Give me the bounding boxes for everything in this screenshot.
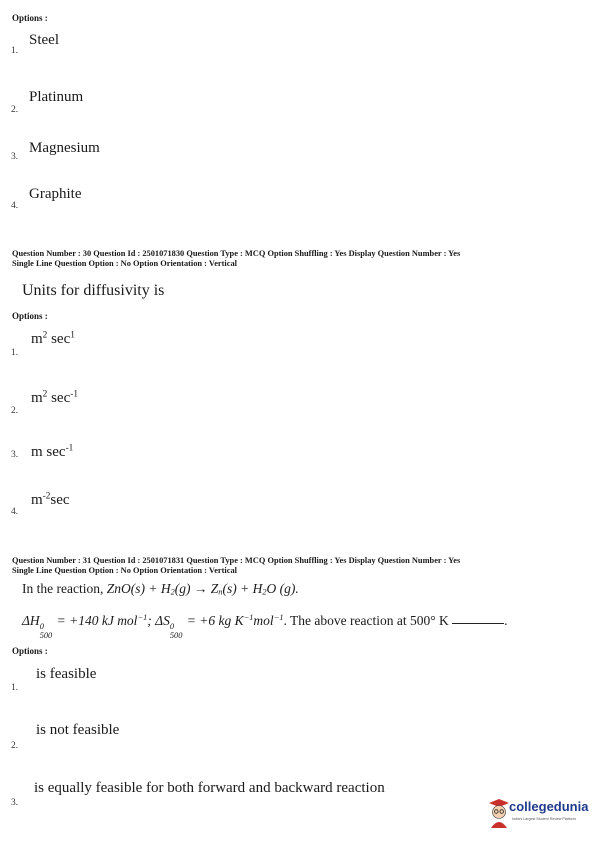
option-text: Steel (29, 32, 59, 48)
option-number: 1. (11, 683, 19, 693)
option-text: Platinum (29, 89, 84, 105)
option-text: is not feasible (36, 722, 120, 738)
answer-blank (452, 623, 504, 624)
option-text: Magnesium (29, 140, 100, 156)
options-label: Options : (12, 646, 48, 656)
question-text: Units for diffusivity is (22, 282, 165, 299)
option-number: 3. (11, 450, 19, 460)
option-number: 2. (11, 406, 19, 416)
logo-tagline: India's Largest Student Review Platform (512, 817, 576, 821)
option-number: 4. (11, 507, 19, 517)
option-number: 4. (11, 201, 19, 211)
question-meta-line1: Question Number : 31 Question Id : 2501071831 Question Type : MCQ Option Shuffling : Yes Display Question Number : Yes (12, 556, 461, 565)
option-number: 1. (11, 46, 19, 56)
collegedunia-logo (488, 795, 593, 835)
options-label: Options : (12, 13, 48, 23)
option-text: m $\sec^{-1}$ (31, 443, 74, 460)
question-meta-line2: Single Line Question Option : No Option Orientation : Vertical (12, 565, 237, 575)
question-meta (12, 556, 460, 575)
option-text: is equally feasible for both forward and backward reaction (34, 780, 385, 796)
option-number: 3. (11, 798, 19, 808)
option-text: Graphite (29, 186, 82, 202)
question-meta-line1: Question Number : 30 Question Id : 2501071830 Question Type : MCQ Option Shuffling : Yes Display Question Number : Yes (12, 249, 461, 258)
question-meta (12, 249, 460, 268)
student-mascot-icon (488, 798, 510, 828)
question-meta-line2: Single Line Question Option : No Option Orientation : Vertical (12, 258, 237, 268)
option-text: $m^{-2}\sec$ (31, 491, 70, 508)
option-number: 1. (11, 348, 19, 358)
question-text-line1: In the reaction, $ZnO(s) + H_2(g) \to Z_n(s) + H_2O$ (g). (22, 581, 299, 597)
options-label: Options : (12, 311, 48, 321)
logo-text: collegedunia (509, 799, 589, 814)
option-text: $m^2$ $\sec^{-1}$ (31, 389, 78, 406)
option-text: $m^2$ $\sec^1$ (31, 330, 75, 347)
option-number: 2. (11, 105, 19, 115)
question-text-line2: ΔH 0 500 = +140 kJ mol$^{-1}$; ΔS 0 500 = +6 kg $K^{-1}mol^{-1}$. The above reaction at 500° K . (22, 612, 508, 640)
option-number: 3. (11, 152, 19, 162)
option-number: 2. (11, 741, 19, 751)
option-text: is feasible (36, 666, 97, 682)
